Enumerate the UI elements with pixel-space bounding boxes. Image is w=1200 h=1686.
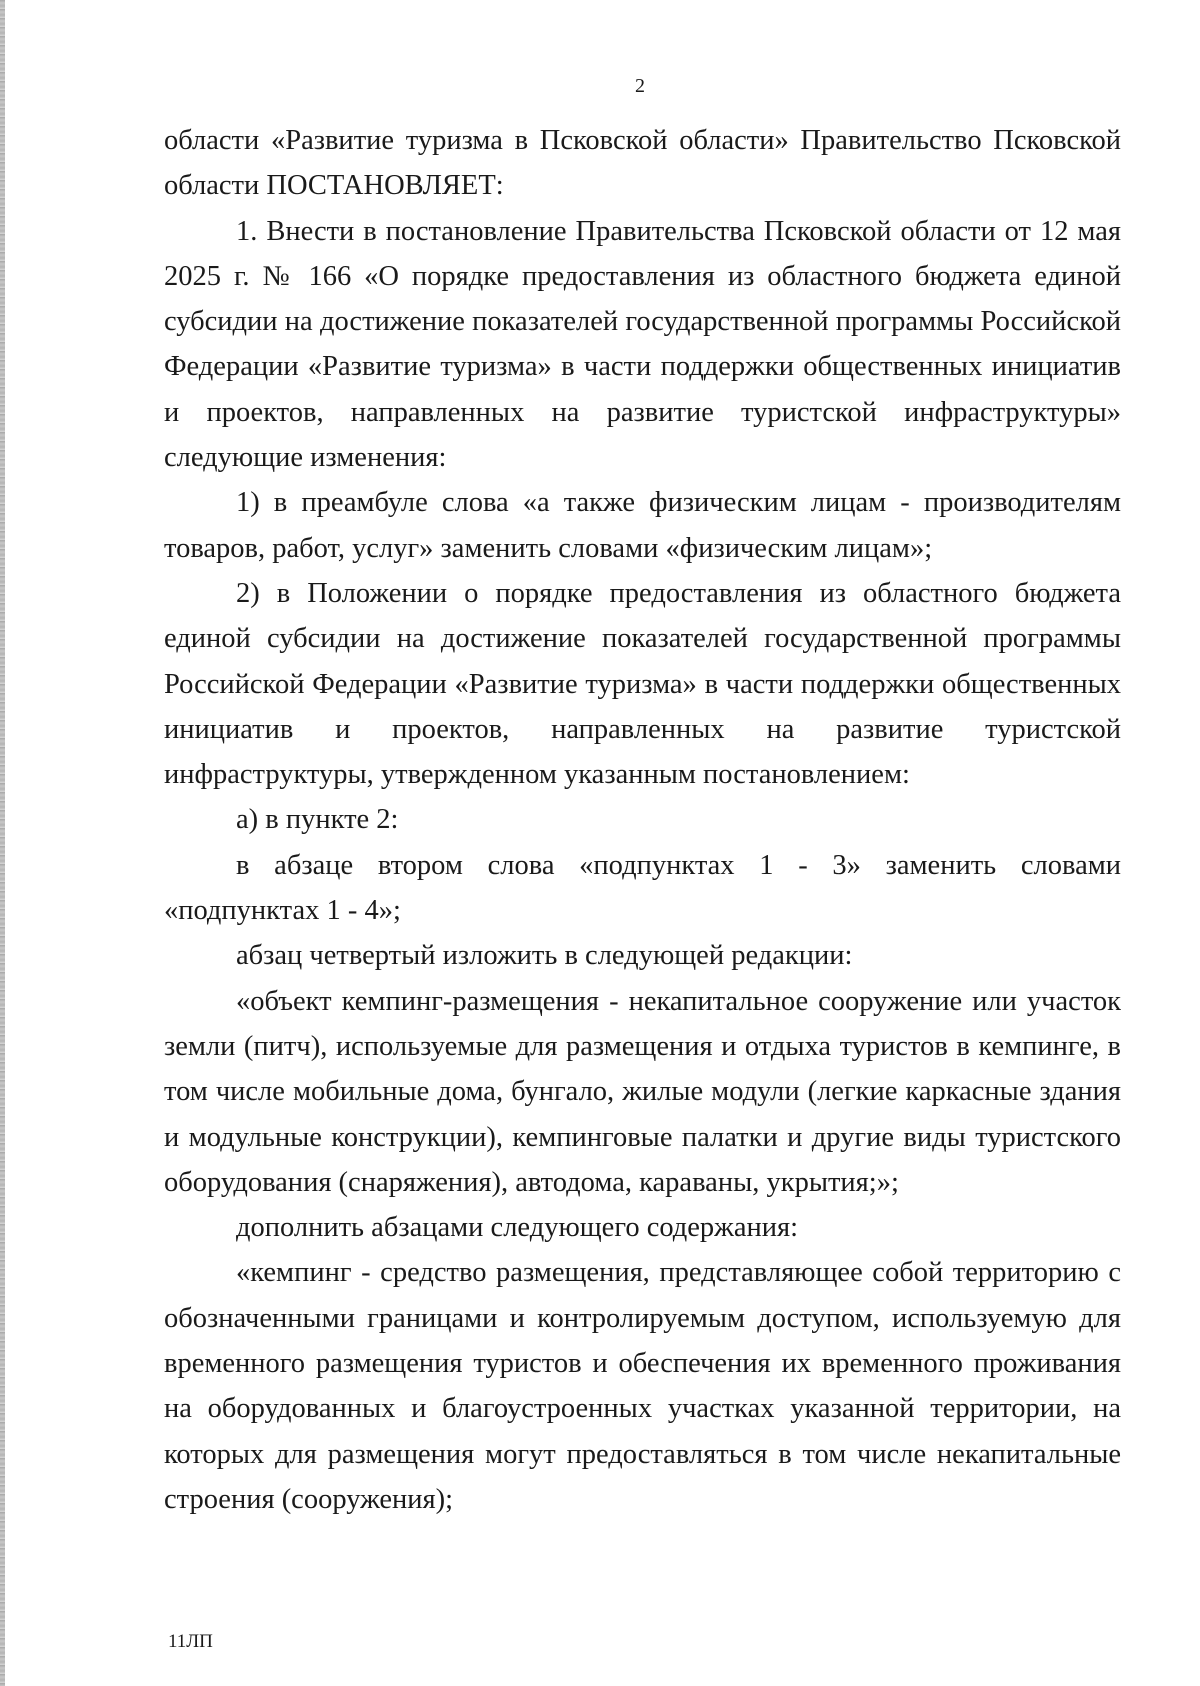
- paragraph-item-1: 1. Внести в постановление Правительства Псковской области от 12 мая 2025 г. № 166 «О порядке предоставления из областного бюджета единой субсидии на достижение показателей государственной программы Российской Федерации «Развитие туризма» в части поддержки общественных инициатив и проектов, направленных на развитие туристской инфраструктуры» следующие изменения:: [164, 215, 1121, 474]
- paragraph-supplement: дополнить абзацами следующего содержания:: [236, 1212, 799, 1244]
- paragraph-camping-definition: «кемпинг - средство размещения, представляющее собой территорию с обозначенными границами и контролируемым доступом, используемую для временного размещения туристов и обеспечения их временного проживания на оборудованных и благоустроенных участках указанной территории, на которых для размещения могут предоставляться в том числе некапитальные строения (сооружения);: [164, 1257, 1121, 1515]
- paragraph-subitem-1: 1) в преамбуле слова «а также физическим лицам - производителям товаров, работ, услуг» заменить словами «физическим лицам»;: [164, 487, 1121, 564]
- paragraph-subitem-2: 2) в Положении о порядке предоставления из областного бюджета единой субсидии на достижение показателей государственной программы Российской Федерации «Развитие туризма» в части поддержки общественных инициатив и проектов, направленных на развитие туристской инфраструктуры, утвержденном указанным постановлением:: [164, 577, 1121, 791]
- page-number: 2: [635, 75, 645, 97]
- paragraph-fourth-abzac: абзац четвертый изложить в следующей редакции:: [236, 940, 853, 972]
- paragraph-camping-object-definition: «объект кемпинг-размещения - некапитальное сооружение или участок земли (питч), используемые для размещения и отдыха туристов в кемпинге, в том числе мобильные дома, бунгало, жилые модули (легкие каркасные здания и модульные конструкции), кемпинговые палатки и другие виды туристского оборудования (снаряжения), автодома, караваны, укрытия;»;: [164, 985, 1121, 1198]
- scan-edge: [0, 0, 5, 1686]
- paragraph-second-abzac: в абзаце втором слова «подпунктах 1 - 3» заменить словами «подпунктах 1 - 4»;: [164, 849, 1121, 927]
- document-body: [164, 118, 1121, 1522]
- paragraph-subitem-a: а) в пункте 2:: [236, 804, 399, 836]
- footer-code: 11ЛП: [168, 1631, 213, 1652]
- paragraph-intro: области «Развитие туризма в Псковской области» Правительство Псковской области ПОСТАНОВЛЯЕТ:: [164, 125, 1121, 202]
